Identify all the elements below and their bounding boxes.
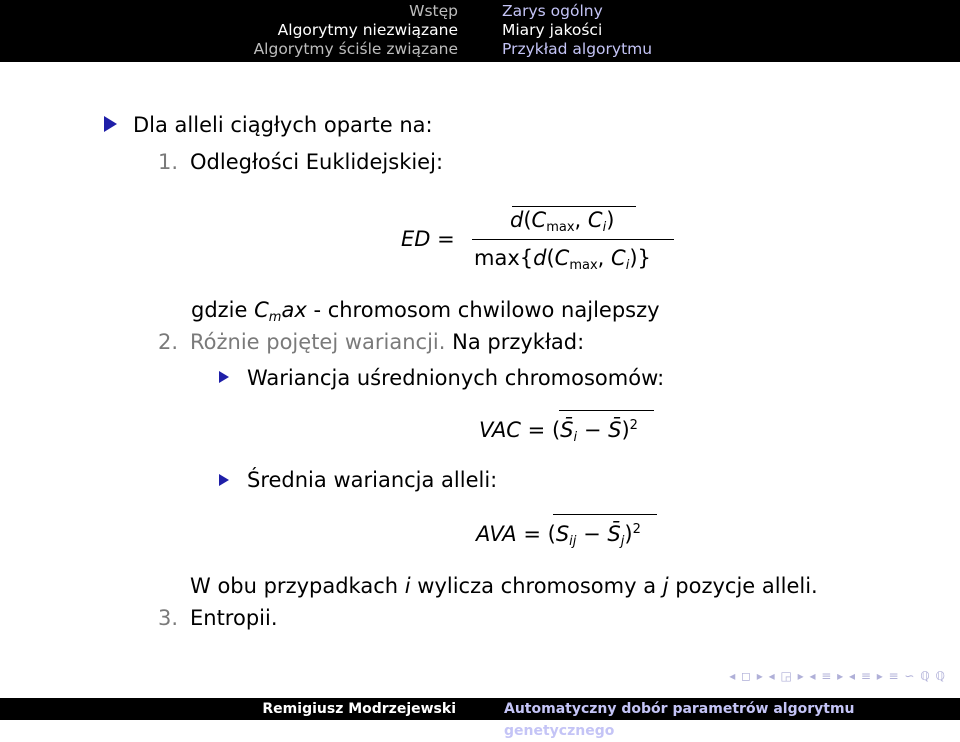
eq2: VAC = ($S̄_i$ − S̄)$^2$ xyxy=(479,418,638,445)
eq1-numerator: $d(C_{max}$, $C_i$) xyxy=(510,208,615,235)
eq3: AVA = ($S_{ij}$ − $S̄_j)^2$ xyxy=(476,522,641,549)
header-bar xyxy=(0,0,960,62)
bullet-triangle-icon xyxy=(104,116,117,132)
item2-number: 2. xyxy=(158,330,179,354)
eq1-lhs: ED = xyxy=(401,227,455,251)
item3-text: Entropii. xyxy=(190,606,278,630)
subbullet2-triangle-icon xyxy=(219,474,229,486)
item1-text: Odległości Euklidejskiej: xyxy=(190,150,444,174)
footer-author: Remigiusz Modrzejewski xyxy=(0,698,480,720)
beamer-navigation-icons[interactable]: ◂ ◻ ▸ ◂ ◲ ▸ ◂ ≡ ▸ ◂ ≡ ▸ ≡ ∽ ℚ ℚ xyxy=(729,669,946,683)
subbullet1-text: Wariancja uśrednionych chromosomów: xyxy=(247,366,665,390)
eq3-overbar xyxy=(553,514,657,515)
header-section-scisle[interactable]: Algorytmy ściśle związane xyxy=(253,40,458,58)
item2-text: Różnie pojętej wariancji. Na przykład: xyxy=(190,330,585,354)
header-section-niezwiazane[interactable]: Algorytmy niezwiązane xyxy=(277,21,458,39)
eq1-fraction-bar xyxy=(472,239,674,240)
header-sub-zarys[interactable]: Zarys ogólny xyxy=(502,2,603,20)
header-sections xyxy=(0,0,480,62)
footer-bar xyxy=(0,698,960,739)
item1-number: 1. xyxy=(158,150,179,174)
header-sub-przyklad[interactable]: Przykład algorytmu xyxy=(502,40,653,58)
header-sub-miary[interactable]: Miary jakości xyxy=(502,21,603,39)
item3-number: 3. xyxy=(158,606,179,630)
subbullet2-text: Średnia wariancja alleli: xyxy=(247,468,498,492)
bullet-main-text: Dla alleli ciągłych oparte na: xyxy=(133,113,433,137)
subbullet1-triangle-icon xyxy=(219,371,229,383)
gdzie-line: gdzie $C_max$ - chromosom chwilowo najlepszy xyxy=(191,298,660,325)
footer-title: Automatyczny dobór parametrów algorytmu genetycznego xyxy=(480,698,960,720)
header-subsections xyxy=(480,0,960,62)
header-section-wstep[interactable]: Wstęp xyxy=(409,2,458,20)
eq2-overbar xyxy=(559,410,654,411)
note-line: W obu przypadkach i wylicza chromosomy a j pozycje alleli. xyxy=(190,574,818,598)
eq1-denominator: $\max\{d(C_{max}$, $C_i$)} xyxy=(474,246,651,273)
